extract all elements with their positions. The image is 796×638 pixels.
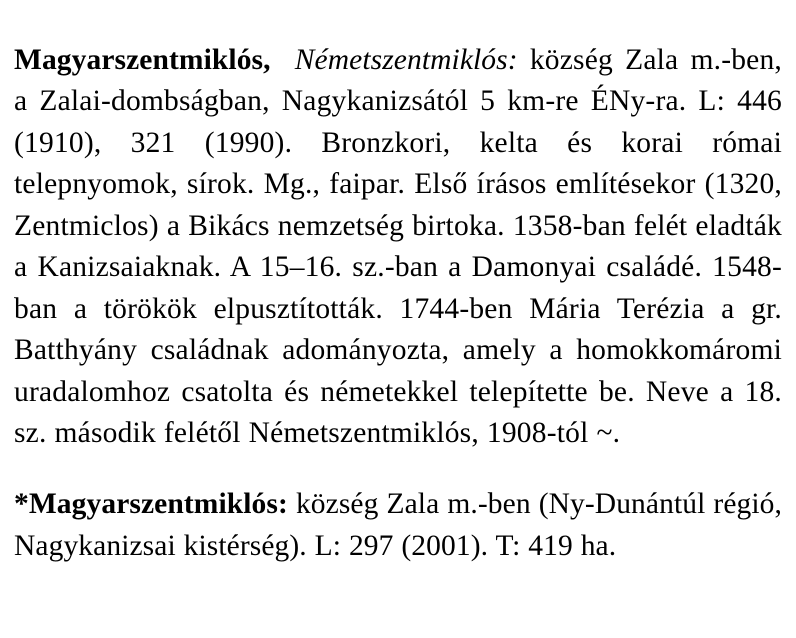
entry-headword: Magyarszentmiklós,: [14, 43, 271, 76]
dictionary-entry: [14, 40, 782, 455]
entry-alternate-name: Németszentmiklós:: [294, 43, 518, 76]
entry-body-text: község Zala m.-ben, a Zalai-dombságban, Nagykanizsától 5 km-re ÉNy-ra. L: 446 (1910), 321 (1990). Bronzkori, kelta és korai római telepnyomok, sírok. Mg., faipar. Első írásos említésekor (1320, Zentmiclos) a Bikács nemzetség birtoka. 1358-ban felét eladták a Kanizsaiaknak. A 15–16. sz.-ban a Damonyai családé. 1548-ban a törökök elpusztították. 1744-ben Mária Terézia a gr. Batthyány családnak adományozta, amely a homokkomáromi uradalomhoz csatolta és németekkel telepítette be. Neve a 18. sz. második felétől Németszentmiklós, 1908-tól ~.: [14, 43, 782, 449]
dictionary-entry: [14, 484, 782, 567]
headword-spacer: [271, 44, 295, 76]
entry-body-text: község Zala m.-ben (Ny-Dunántúl régió, Nagykanizsai kistérség). L: 297 (2001). T: 419 ha.: [14, 488, 782, 562]
entry-headword: *Magyarszentmiklós:: [14, 488, 288, 520]
